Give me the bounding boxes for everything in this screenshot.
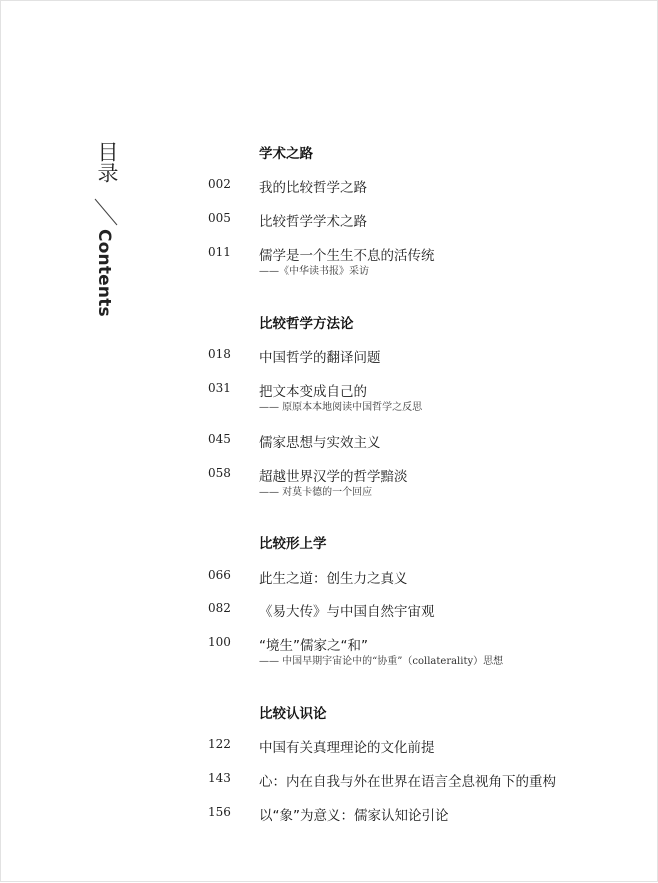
page-number: 031 [208,381,231,395]
page-number: 122 [208,737,231,751]
section-title: 比较哲学方法论 [259,316,354,332]
page-number: 100 [208,635,231,649]
toc-entry[interactable] [1,805,658,845]
entry-title: 儒家思想与实效主义 [259,435,381,451]
page-number: 058 [208,466,231,480]
page-number: 066 [208,568,231,582]
page-number: 005 [208,211,231,225]
entry-title: 儒学是一个生生不息的活传统 [259,248,435,264]
entry-subtitle: —— 中国早期宇宙论中的“协重”（collaterality）思想 [259,656,504,667]
entry-title: 超越世界汉学的哲学黯淡 [259,469,408,485]
section-title: 比较认识论 [259,706,327,722]
page-number: 082 [208,601,231,615]
section-title: 学术之路 [259,146,313,162]
toc-entry[interactable] [1,635,658,675]
entry-title: 《易大传》与中国自然宇宙观 [259,604,435,620]
entry-title: “境生”儒家之“和” [259,638,368,654]
table-of-contents [1,1,658,883]
contents-heading-english: Contents [94,229,114,317]
page-number: 018 [208,347,231,361]
entry-title: 中国哲学的翻译问题 [259,350,381,366]
page-number: 002 [208,177,231,191]
entry-title: 比较哲学学术之路 [259,214,367,230]
entry-title: 心：内在自我与外在世界在语言全息视角下的重构 [259,774,556,790]
contents-heading-chinese: 目录 [95,141,119,183]
entry-title: 中国有关真理理论的文化前提 [259,740,435,756]
page-number: 045 [208,432,231,446]
toc-entry[interactable] [1,466,658,506]
page-number: 143 [208,771,231,785]
page-number: 156 [208,805,231,819]
entry-title: 把文本变成自己的 [259,384,367,400]
toc-entry[interactable] [1,245,658,285]
section-title: 比较形上学 [259,536,327,552]
entry-title: 此生之道：创生力之真义 [259,571,408,587]
entry-title: 以“象”为意义：儒家认知论引论 [259,808,449,824]
entry-subtitle: —— 原原本本地阅读中国哲学之反思 [259,402,423,413]
page-number: 011 [208,245,231,259]
entry-subtitle: —— 对莫卡德的一个回应 [259,487,373,498]
toc-entry[interactable] [1,381,658,421]
entry-title: 我的比较哲学之路 [259,180,367,196]
entry-subtitle: ——《中华读书报》采访 [259,266,369,277]
